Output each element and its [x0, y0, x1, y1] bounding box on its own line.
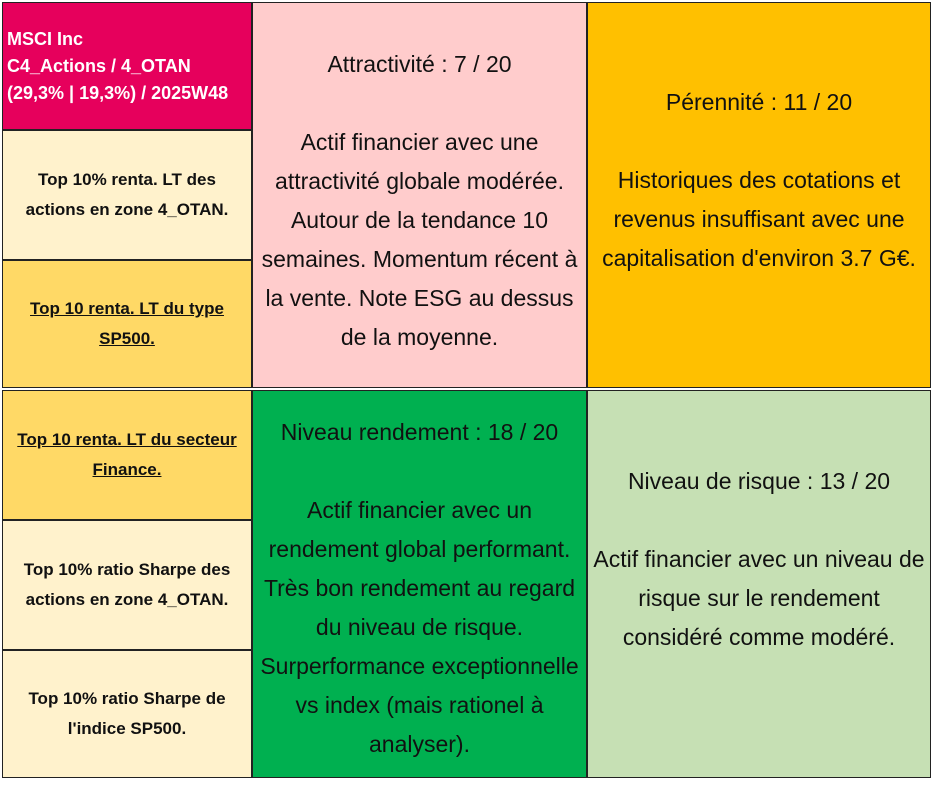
left-cell-text: Top 10% renta. LT des — [38, 170, 216, 189]
attractivite-text: semaines. Momentum récent à — [261, 246, 578, 272]
left-cell-text: Top 10 renta. LT du secteur — [17, 430, 237, 449]
attractivite-text: attractivité globale modérée. — [275, 168, 564, 194]
perennite-text: capitalisation d'environ 3.7 G€. — [602, 244, 916, 271]
rendement-text: rendement global performant. — [268, 536, 571, 562]
rendement-text: Actif financier avec un — [306, 497, 532, 523]
perennite-text: revenus insuffisant avec une — [613, 205, 905, 232]
left-cell-text: SP500. — [99, 329, 155, 348]
risque-title: Niveau de risque : 13 / 20 — [627, 467, 891, 494]
left-cell-text: Top 10% ratio Sharpe des — [23, 560, 231, 579]
left-cell-renta-zone — [2, 130, 252, 260]
asset-stats: (29,3% | 19,3%) / 2025W48 — [7, 82, 229, 103]
risque-text: Actif financier avec un niveau de — [593, 545, 925, 572]
risque-panel — [587, 390, 931, 778]
risque-text: considéré comme modéré. — [622, 623, 896, 650]
rendement-text: analyser). — [369, 731, 470, 757]
attractivite-text: de la moyenne. — [340, 324, 499, 350]
left-cell-text: actions en zone 4_OTAN. — [25, 590, 229, 609]
left-cell-sharpe-zone — [2, 520, 252, 650]
rendement-text: vs index (mais rationel à — [295, 692, 544, 718]
asset-header — [2, 2, 252, 130]
left-cell-text: Finance. — [92, 460, 162, 479]
attractivite-text: la vente. Note ESG au dessus — [265, 285, 574, 311]
left-cell-text: l'indice SP500. — [67, 719, 187, 738]
left-cell-text: Top 10% ratio Sharpe de — [28, 689, 226, 708]
left-cell-text: Top 10 renta. LT du type — [30, 299, 224, 318]
rendement-text: du niveau de risque. — [315, 614, 524, 640]
attractivite-title: Attractivité : 7 / 20 — [327, 51, 512, 77]
rendement-text: Très bon rendement au regard — [263, 575, 576, 601]
attractivite-panel — [252, 2, 587, 388]
left-cell-text: actions en zone 4_OTAN. — [25, 200, 229, 219]
left-cell-renta-type — [2, 260, 252, 388]
perennite-title: Pérennité : 11 / 20 — [665, 88, 853, 115]
perennite-text: Historiques des cotations et — [617, 166, 901, 193]
asset-name: MSCI Inc — [7, 28, 84, 49]
rendement-text: Surperformance exceptionnelle — [260, 653, 579, 679]
left-cell-renta-secteur — [2, 390, 252, 520]
perennite-panel — [587, 2, 931, 388]
left-cell-sharpe-index — [2, 650, 252, 778]
asset-category: C4_Actions / 4_OTAN — [7, 55, 191, 76]
attractivite-text: Autour de la tendance 10 — [290, 207, 549, 233]
rendement-title: Niveau rendement : 18 / 20 — [280, 419, 559, 445]
risque-text: risque sur le rendement — [638, 584, 880, 611]
rendement-panel — [252, 390, 587, 778]
attractivite-text: Actif financier avec une — [300, 129, 539, 155]
